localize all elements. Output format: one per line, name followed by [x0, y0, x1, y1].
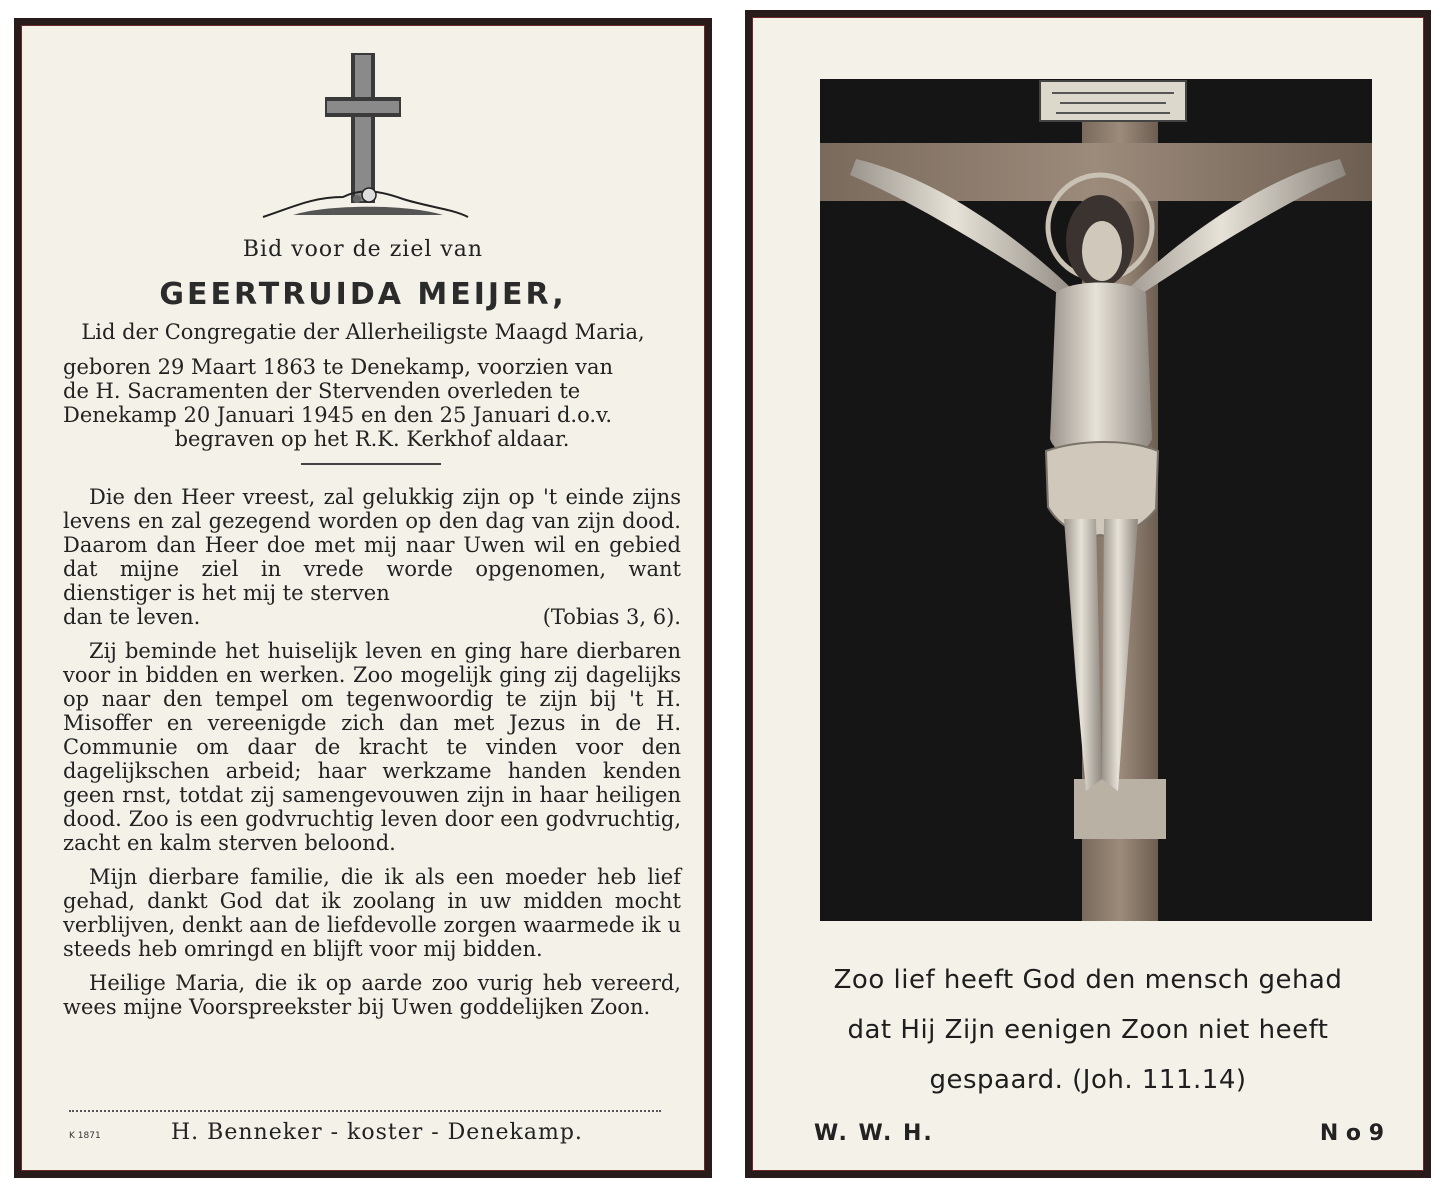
publisher-mark: W. W. H. — [814, 1121, 934, 1146]
paragraph-life: Zij beminde het huiselijk leven en ging hare dierbaren voor in bidden en werken. Zoo mogelijk ging zij dagelijks op naar den tempel om tegenwoordig te zijn bij 't H. Misoffer en vereenigde zich dan met Jezus in de H. Communie om daar de kracht te vinden voor den dagelijkschen arbeid; haar werkzame handen kenden geen rnst, totdat zij samengevouwen zijn in haar heiligen dood. Zoo is een godvruchtig leven door een godvruchtig, zacht en kalm sterven beloond. — [63, 639, 681, 855]
memorial-card-text-side — [14, 18, 712, 1178]
memorial-text — [63, 485, 681, 1029]
crucifix-icon — [820, 79, 1372, 921]
bio-line: begraven op het R.K. Kerkhof aldaar. — [174, 427, 570, 451]
bio-line: Denekamp 20 Januari 1945 en den 25 Januari d.o.v. — [63, 403, 613, 427]
card-number: N o 9 — [1319, 1121, 1384, 1146]
paragraph-family: Mijn dierbare familie, die ik als een moeder heb lief gehad, dankt God dat ik zoolang in uw midden mocht verblijven, denkt aan de liefdevolle zorgen waarmede ik u steeds heb omringd en blijft voor mij bidden. — [63, 865, 681, 961]
paragraph-text: Die den Heer vreest, zal gelukkig zijn op 't einde zijns levens en zal gezegend worden op den dag van zijn dood. Daarom dan Heer doe met mij naar Uwen wil en gebied dat mijne ziel in vrede worde opgenomen, want dienstiger is het mij te sterven — [63, 485, 681, 605]
print-code: K 1871 — [69, 1131, 101, 1141]
printer-line: H. Benneker - koster - Denekamp. — [171, 1120, 583, 1145]
dotted-divider — [69, 1110, 661, 1112]
biography-block — [63, 355, 681, 451]
prayer-heading: Bid voor de ziel van — [242, 237, 484, 262]
verse-line: dat Hij Zijn eenigen Zoon niet heeft — [847, 1015, 1329, 1045]
deceased-name: GEERTRUIDA MEIJER, — [159, 277, 567, 312]
divider — [301, 463, 441, 465]
verse-line: Zoo lief heeft God den mensch gehad — [833, 965, 1343, 995]
crucifix-image — [820, 79, 1372, 921]
scripture-verse — [752, 955, 1424, 1105]
scripture-citation: (Tobias 3, 6). — [542, 605, 681, 629]
congregation-line: Lid der Congregatie der Allerheiligste Maagd Maria, — [81, 320, 645, 344]
cross-icon — [253, 47, 473, 227]
bio-line: de H. Sacramenten der Stervenden overleden te — [63, 379, 581, 403]
citation-line — [63, 605, 681, 629]
bio-line: geboren 29 Maart 1863 te Denekamp, voorzien van — [63, 355, 614, 379]
paragraph-prayer: Heilige Maria, die ik op aarde zoo vurig heb vereerd, wees mijne Voorspreekster bij Uwen goddelijken Zoon. — [63, 971, 681, 1019]
memorial-card-image-side — [745, 10, 1431, 1178]
paragraph-scripture — [63, 485, 681, 629]
paragraph-end: dan te leven. — [63, 605, 201, 629]
verse-line: gespaard. (Joh. 111.14) — [929, 1065, 1247, 1095]
